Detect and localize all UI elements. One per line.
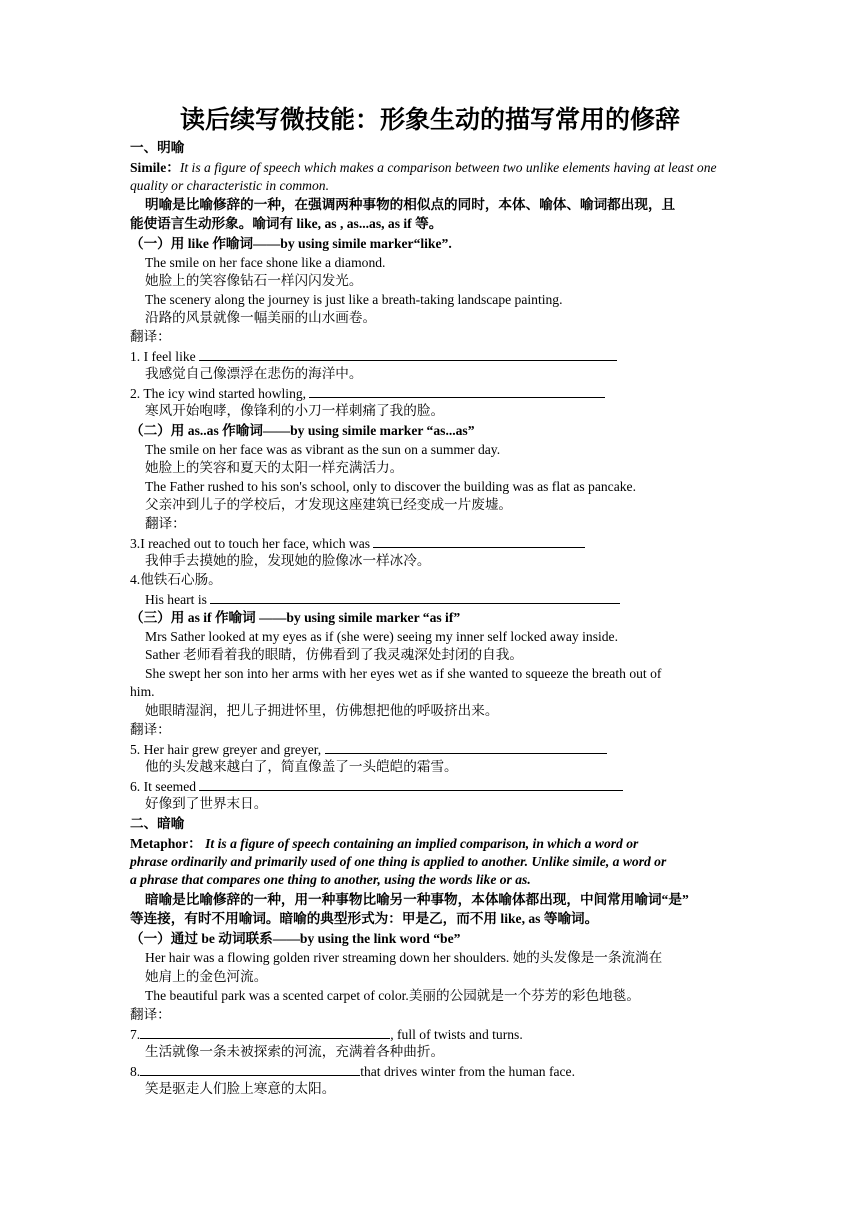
example-translation: 她脸上的笑容和夏天的太阳一样充满活力。 — [145, 460, 404, 475]
metaphor-intro-line-1: 暗喻是比喻修辞的一种，用一种事物比喻另一种事物，本体喻体都出现，中间常用喻词“是” — [145, 892, 689, 907]
example-sentence: Her hair was a flowing golden river streaming down her shoulders. 她的头发像是一条流淌在 — [145, 950, 663, 965]
example-translation: Sather 老师看着我的眼睛，仿佛看到了我灵魂深处封闭的自我。 — [145, 647, 523, 662]
exercise-1 — [130, 347, 740, 366]
exercise-3 — [130, 534, 740, 553]
subheading-be: （一）通过 be 动词联系——by using the link word “be” — [130, 931, 461, 946]
metaphor-term: Metaphor： — [130, 836, 202, 851]
translate-label: 翻译： — [130, 1007, 171, 1022]
exercise-prompt: 5. Her hair grew greyer and greyer, — [130, 742, 322, 757]
answer-blank[interactable] — [373, 534, 585, 548]
example-sentence: The smile on her face was as vibrant as the sun on a summer day. — [145, 442, 501, 457]
example-translation: 父亲冲到儿子的学校后，才发现这座建筑已经变成一片废墟。 — [145, 497, 513, 512]
example-sentence-continued: him. — [130, 684, 155, 699]
simile-intro-line-1: 明喻是比喻修辞的一种，在强调两种事物的相似点的同时，本体、喻体、喻词都出现，且 — [145, 197, 676, 212]
subheading-like: （一）用 like 作喻词——by using simile marker“like”. — [130, 236, 452, 251]
exercise-hint: 他的头发越来越白了，简直像盖了一头皑皑的霜雪。 — [145, 759, 458, 774]
answer-blank[interactable] — [140, 1025, 390, 1039]
metaphor-definition-text: It is a figure of speech containing an implied comparison, in which a word or — [205, 836, 639, 851]
exercise-prompt: , full of twists and turns. — [390, 1027, 523, 1042]
exercise-7 — [130, 1025, 740, 1044]
translate-label: 翻译： — [130, 329, 171, 344]
exercise-6 — [130, 777, 740, 796]
answer-blank[interactable] — [140, 1062, 360, 1076]
metaphor-definition-line-1 — [130, 835, 740, 853]
simile-term: Simile： — [130, 160, 180, 175]
exercise-prompt: that drives winter from the human face. — [360, 1064, 575, 1079]
example-sentence: She swept her son into her arms with her eyes wet as if she wanted to squeeze the breath out of — [145, 666, 662, 681]
page-title: 读后续写微技能：形象生动的描写常用的修辞 — [179, 107, 680, 134]
example-translation: 她脸上的笑容像钻石一样闪闪发光。 — [145, 273, 363, 288]
section-heading-simile: 一、明喻 — [130, 140, 185, 155]
answer-blank[interactable] — [309, 384, 605, 398]
simile-intro-line-2: 能使语言生动形象。喻词有 like, as , as...as, as if 等。 — [130, 216, 443, 231]
answer-blank[interactable] — [199, 777, 623, 791]
simile-definition — [130, 159, 740, 195]
exercise-hint: 我伸手去摸她的脸，发现她的脸像冰一样冰冷。 — [145, 553, 431, 568]
exercise-prompt: 6. It seemed — [130, 779, 197, 794]
translate-label: 翻译： — [130, 722, 171, 737]
metaphor-definition-line-2: phrase ordinarily and primarily used of one thing is applied to another. Unlike simile, a word or — [130, 854, 667, 869]
section-heading-metaphor: 二、暗喻 — [130, 816, 185, 831]
subheading-as-if: （三）用 as if 作喻词 ——by using simile marker “as if” — [130, 610, 461, 625]
exercise-4-answer — [145, 590, 755, 609]
example-translation: 她眼睛湿润，把儿子拥进怀里，仿佛想把他的呼吸挤出来。 — [145, 703, 499, 718]
example-sentence: The scenery along the journey is just like a breath-taking landscape painting. — [145, 292, 563, 307]
exercise-prompt: 2. The icy wind started howling, — [130, 386, 307, 401]
exercise-number: 7. — [130, 1027, 141, 1042]
simile-definition-text: It is a figure of speech which makes a comparison between two unlike elements having at least one quality or characteristic in common. — [130, 160, 717, 193]
exercise-hint: 好像到了世界末日。 — [145, 796, 268, 811]
exercise-prompt: His heart is — [145, 592, 207, 607]
exercise-hint: 我感觉自己像漂浮在悲伤的海洋中。 — [145, 366, 363, 381]
example-sentence: The smile on her face shone like a diamond. — [145, 255, 386, 270]
exercise-4: 4.他铁石心肠。 — [130, 572, 222, 587]
answer-blank[interactable] — [210, 590, 620, 604]
exercise-hint: 寒风开始咆哮，像锋利的小刀一样刺痛了我的脸。 — [145, 403, 445, 418]
translate-label: 翻译： — [145, 516, 186, 531]
example-sentence: Mrs Sather looked at my eyes as if (she were) seeing my inner self locked away inside. — [145, 629, 618, 644]
answer-blank[interactable] — [325, 740, 607, 754]
metaphor-intro-line-2: 等连接，有时不用喻词。暗喻的典型形式为：甲是乙，而不用 like, as 等喻词。 — [130, 911, 599, 926]
exercise-prompt: 1. I feel like — [130, 349, 196, 364]
answer-blank[interactable] — [199, 347, 617, 361]
example-translation: 沿路的风景就像一幅美丽的山水画卷。 — [145, 310, 377, 325]
example-sentence: The beautiful park was a scented carpet of color.美丽的公园就是一个芬芳的彩色地毯。 — [145, 988, 640, 1003]
example-sentence-continued: 她肩上的金色河流。 — [145, 969, 268, 984]
metaphor-definition-line-3: a phrase that compares one thing to another, using the words like or as. — [130, 872, 531, 887]
exercise-hint: 笑是驱走人们脸上寒意的太阳。 — [145, 1081, 336, 1096]
example-sentence: The Father rushed to his son's school, only to discover the building was as flat as pancake. — [145, 479, 636, 494]
exercise-number: 8. — [130, 1064, 141, 1079]
exercise-hint: 生活就像一条未被探索的河流，充满着各种曲折。 — [145, 1044, 445, 1059]
exercise-2 — [130, 384, 740, 403]
exercise-8 — [130, 1062, 740, 1081]
exercise-prompt: 3.I reached out to touch her face, which was — [130, 536, 371, 551]
subheading-as-as: （二）用 as..as 作喻词——by using simile marker “as...as” — [130, 423, 475, 438]
exercise-5 — [130, 740, 740, 759]
